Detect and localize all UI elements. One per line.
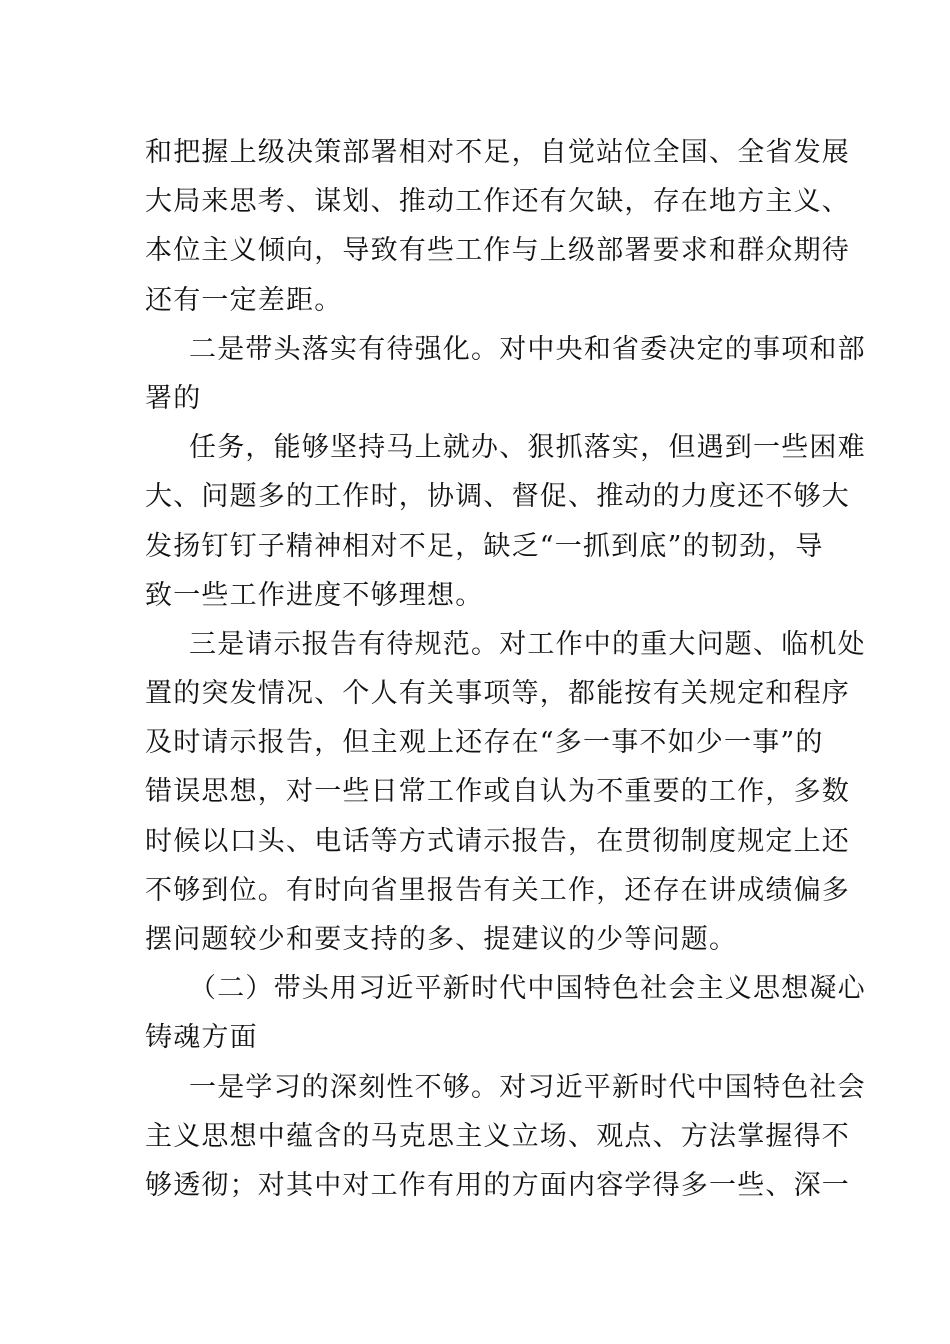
text-line-14: 错误思想，对一些日常工作或自认为不重要的工作，多数 bbox=[145, 776, 850, 808]
text-line-17: 摆问题较少和要支持的多、提建议的少等问题。 bbox=[145, 924, 738, 955]
text-line-13: 及时请示报告，但主观上还存在“多一事不如少一事”的 bbox=[145, 727, 824, 759]
section-heading-line-1: （二）带头用习近平新时代中国特色社会主义思想凝心 bbox=[189, 973, 866, 1005]
text-line-7: 任务，能够坚持马上就办、狠抓落实，但遇到一些困难 bbox=[189, 432, 866, 464]
text-line-6: 署的 bbox=[145, 382, 202, 414]
text-line-8: 大、问题多的工作时，协调、督促、推动的力度还不够大 bbox=[145, 481, 850, 513]
text-line-21: 主义思想中蕴含的马克思主义立场、观点、方法掌握得不 bbox=[145, 1120, 850, 1152]
text-line-20: 一是学习的深刻性不够。对习近平新时代中国特色社会 bbox=[189, 1071, 866, 1103]
text-line-9: 发扬钉钉子精神相对不足，缺乏“一抓到底”的韧劲，导 bbox=[145, 530, 824, 562]
section-heading-line-2: 铸魂方面 bbox=[145, 1022, 258, 1054]
text-line-4: 还有一定差距。 bbox=[145, 284, 343, 316]
text-line-16: 不够到位。有时向省里报告有关工作，还存在讲成绩偏多 bbox=[145, 874, 850, 906]
text-line-3: 本位主义倾向，导致有些工作与上级部署要求和群众期待 bbox=[145, 235, 850, 267]
text-line-12: 置的突发情况、个人有关事项等，都能按有关规定和程序 bbox=[145, 678, 850, 710]
text-line-1: 和把握上级决策部署相对不足，自觉站位全国、全省发展 bbox=[145, 137, 850, 168]
document-body bbox=[145, 128, 866, 1210]
text-line-22: 够透彻；对其中对工作有用的方面内容学得多一些、深一 bbox=[145, 1169, 850, 1201]
text-line-2: 大局来思考、谋划、推动工作还有欠缺，存在地方主义、 bbox=[145, 186, 850, 218]
text-line-11: 三是请示报告有待规范。对工作中的重大问题、临机处 bbox=[189, 628, 866, 660]
text-line-10: 致一些工作进度不够理想。 bbox=[145, 579, 484, 611]
text-line-5: 二是带头落实有待强化。对中央和省委决定的事项和部 bbox=[189, 333, 866, 365]
text-line-15: 时候以口头、电话等方式请示报告，在贯彻制度规定上还 bbox=[145, 825, 850, 857]
